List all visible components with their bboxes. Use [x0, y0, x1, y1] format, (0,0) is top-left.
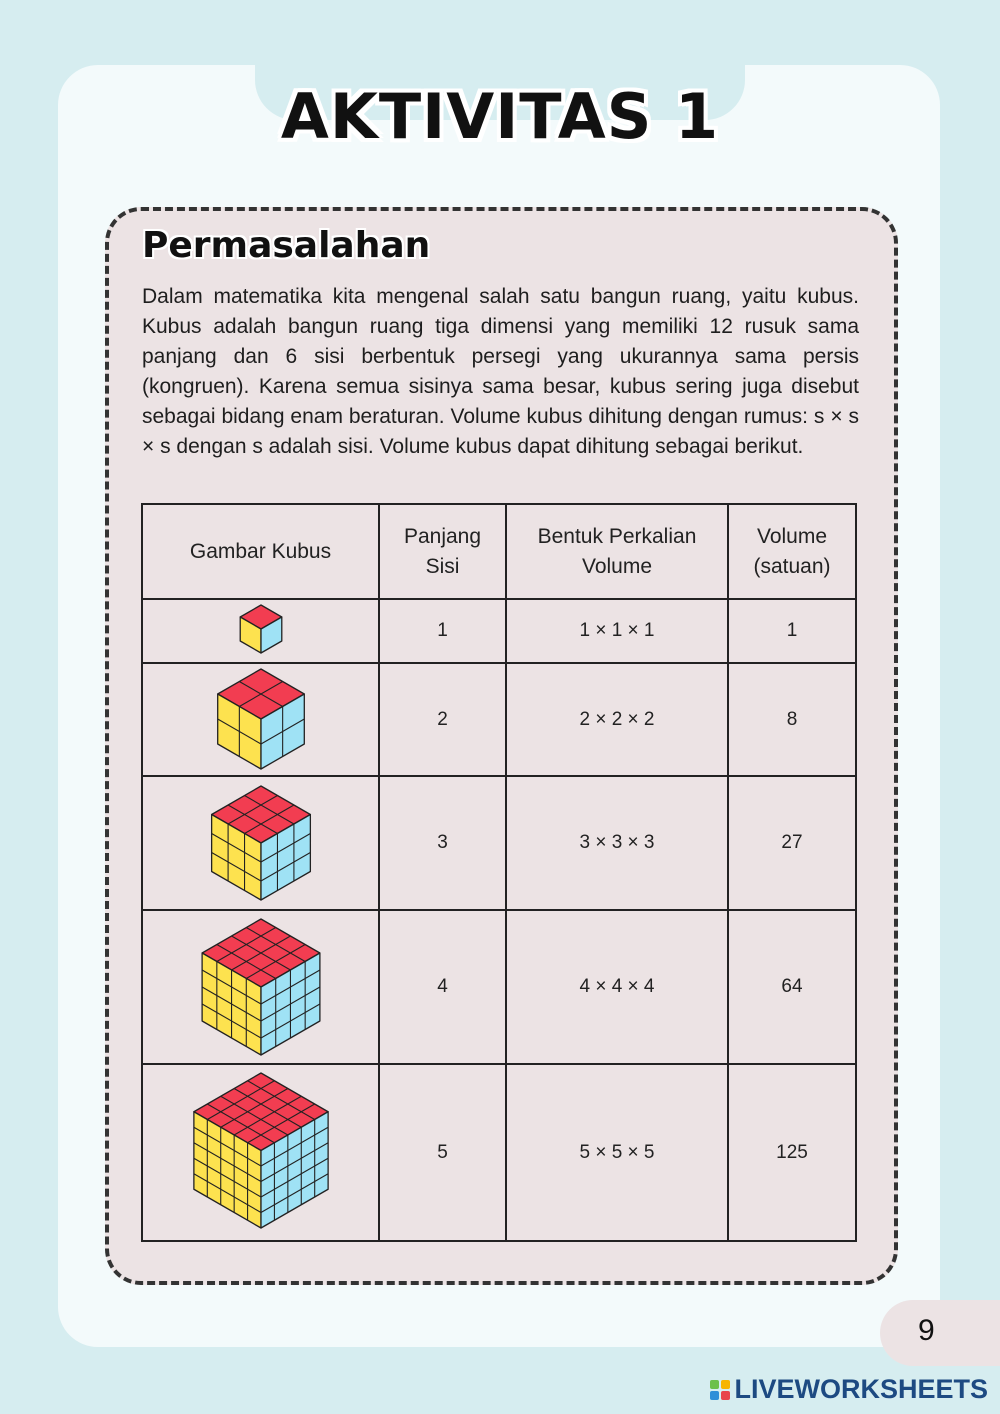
table-row: [142, 599, 856, 663]
header-cube-image: Gambar Kubus: [142, 504, 379, 599]
table-row: [142, 776, 856, 910]
side-cell: 1: [379, 599, 506, 663]
table-header-row: [142, 504, 856, 599]
side-cell: 4: [379, 910, 506, 1064]
side-cell: 2: [379, 663, 506, 776]
header-side-length: [379, 504, 506, 599]
table-row: [142, 1064, 856, 1241]
page-number: 9: [918, 1314, 935, 1347]
table-row: [142, 910, 856, 1064]
liveworksheets-icon: [710, 1380, 730, 1400]
header-side-length-text: Panjang Sisi: [403, 524, 482, 578]
cube-3-image: [200, 784, 322, 902]
formula-cell: 2 × 2 × 2: [506, 663, 728, 776]
cube-1-image: [231, 603, 291, 659]
brand-name: LIVEWORKSHEETS: [734, 1374, 988, 1404]
formula-cell: 1 × 1 × 1: [506, 599, 728, 663]
cube-image-cell: [142, 663, 379, 776]
cube-image-cell: [142, 910, 379, 1064]
cube-2-image: [206, 667, 316, 773]
section-title: Permasalahan: [142, 225, 431, 266]
side-cell: 3: [379, 776, 506, 910]
volume-cell: 125: [728, 1064, 856, 1241]
formula-cell: 4 × 4 × 4: [506, 910, 728, 1064]
cube-image-cell: [142, 776, 379, 910]
volume-cell: 27: [728, 776, 856, 910]
table-row: [142, 663, 856, 776]
problem-paragraph: Dalam matematika kita mengenal salah satu bangun ruang, yaitu kubus. Kubus adalah bangun ruang tiga dimensi yang memiliki 12 rusuk sama panjang dan 6 sisi berbentuk persegi yang ukurannya sama persis (kongruen). Karena semua sisinya sama besar, kubus sering juga disebut sebagai bidang enam beraturan. Volume kubus dihitung dengan rumus: s × s × s dengan s adalah sisi. Volume kubus dapat dihitung sebagai berikut.: [142, 285, 859, 458]
header-multiplication-text: Bentuk Perkalian Volume: [537, 524, 697, 578]
brand-logo: [710, 1374, 988, 1405]
volume-cell: 1: [728, 599, 856, 663]
cube-image-cell: [142, 1064, 379, 1241]
header-multiplication: [506, 504, 728, 599]
formula-cell: 5 × 5 × 5: [506, 1064, 728, 1241]
header-volume: [728, 504, 856, 599]
cube-5-image: [181, 1071, 341, 1235]
cube-image-cell: [142, 599, 379, 663]
cube-4-image: [190, 917, 332, 1057]
formula-cell: 3 × 3 × 3: [506, 776, 728, 910]
cube-volume-table: [141, 503, 857, 1242]
volume-cell: 64: [728, 910, 856, 1064]
header-volume-text: Volume (satuan): [753, 524, 831, 578]
volume-cell: 8: [728, 663, 856, 776]
side-cell: 5: [379, 1064, 506, 1241]
activity-title: AKTIVITAS 1: [280, 80, 720, 153]
page-number-tab: [880, 1300, 1000, 1366]
